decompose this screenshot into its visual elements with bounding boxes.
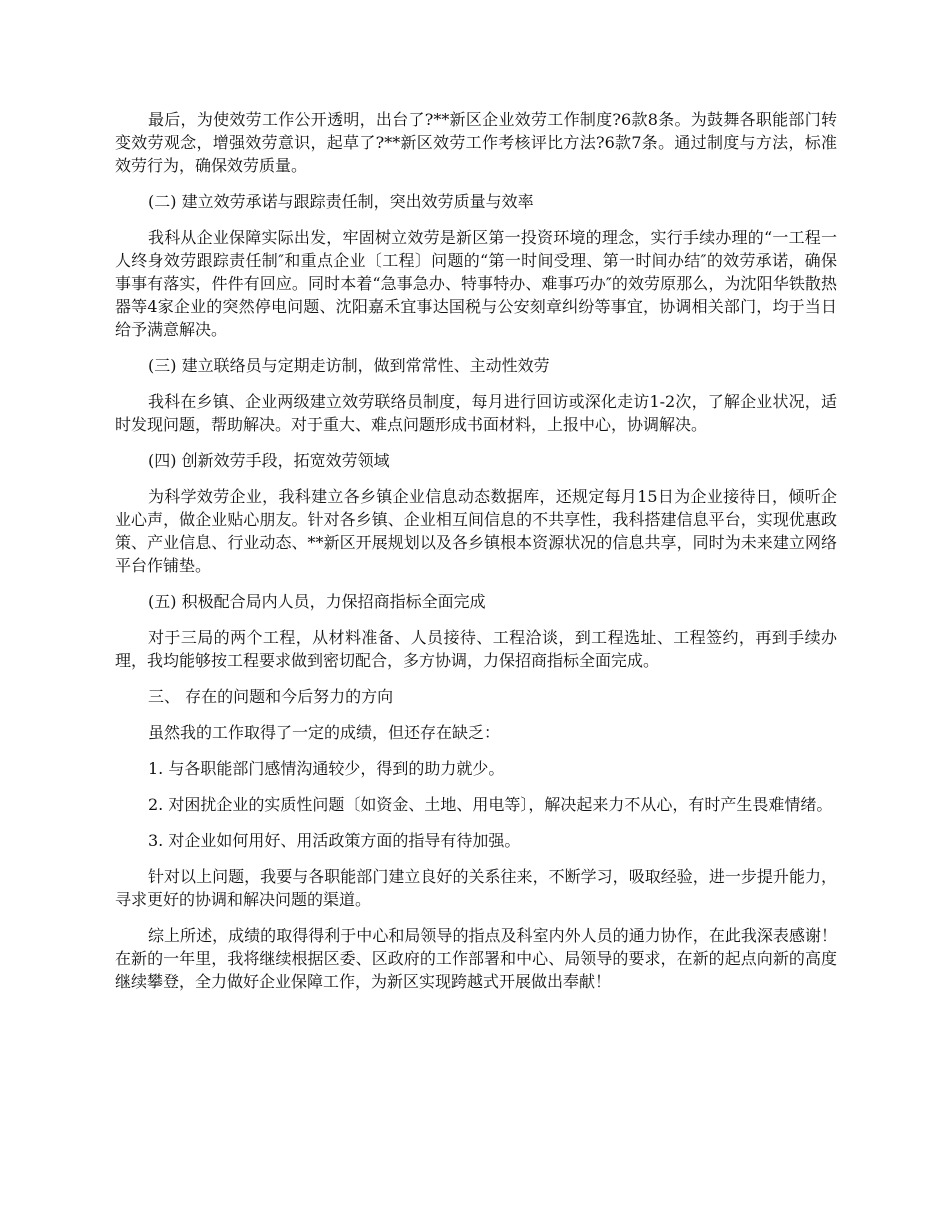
paragraph-2: 我科从企业保障实际出发，牢固树立效劳是新区第一投资环境的理念，实行手续办理的“一工程一人终身效劳跟踪责任制″和重点企业〔工程〕问题的“第一时间受理、第一时间办结″的效劳承诺，确保事事有落实，件件有回应。同时本着“急事急办、特事特办、难事巧办″的效劳原那么，为沈阳华铁散热器等4家企业的突然停电问题、沈阳嘉禾宜事达国税与公安刻章纠纷等事宜，协调相关部门，均于当日给予满意解决。 <box>115 228 837 339</box>
section-heading-problems: 三、 存在的问题和今后努力的方向 <box>148 687 394 706</box>
list-item-3: 3. 对企业如何用好、用活政策方面的指导有待加强。 <box>148 831 521 850</box>
paragraph-shortcomings-intro: 虽然我的工作取得了一定的成绩，但还存在缺乏： <box>148 723 501 742</box>
section-heading-2: (二) 建立效劳承诺与跟踪责任制，突出效劳质量与效率 <box>148 192 534 211</box>
paragraph-conclusion: 综上所述，成绩的取得得利于中心和局领导的指点及科室内外人员的通力协作，在此我深表感谢！在新的一年里，我将继续根据区委、区政府的工作部署和中心、局领导的要求，在新的起点向新的高度继续攀登，全力做好企业保障工作，为新区实现跨越式开展做出奉献！ <box>115 926 837 991</box>
paragraph-4: 为科学效劳企业，我科建立各乡镇企业信息动态数据库，还规定每月15日为企业接待日，倾听企业心声，做企业贴心朋友。针对各乡镇、企业相互间信息的不共享性，我科搭建信息平台，实现优惠政策、产业信息、行业动态、**新区开展规划以及各乡镇根本资源状况的信息共享，同时为未来建立网络平台作铺垫。 <box>115 487 837 575</box>
list-item-2: 2. 对困扰企业的实质性问题〔如资金、土地、用电等〕，解决起来力不从心，有时产生畏难情绪。 <box>148 795 833 814</box>
paragraph-1: 最后，为使效劳工作公开透明，出台了?**新区企业效劳工作制度?6款8条。为鼓舞各职能部门转变效劳观念，增强效劳意识，起草了?**新区效劳工作考核评比方法?6款7条。通过制度与方法，标准效劳行为，确保效劳质量。 <box>115 110 837 175</box>
paragraph-3: 我科在乡镇、企业两级建立效劳联络员制度，每月进行回访或深化走访1-2次，了解企业状况，适时发现问题，帮助解决。对于重大、难点问题形成书面材料，上报中心，协调解决。 <box>115 392 837 434</box>
section-heading-4: (四) 创新效劳手段，拓宽效劳领域 <box>148 451 390 470</box>
document-body <box>115 108 837 1006</box>
section-heading-3: (三) 建立联络员与定期走访制，做到常常性、主动性效劳 <box>148 356 550 375</box>
paragraph-5: 对于三局的两个工程，从材料准备、人员接待、工程洽谈，到工程选址、工程签约，再到手续办理，我均能够按工程要求做到密切配合，多方协调，力保招商指标全面完成。 <box>115 628 837 670</box>
section-heading-5: (五) 积极配合局内人员，力保招商指标全面完成 <box>148 592 486 611</box>
list-item-1: 1. 与各职能部门感情沟通较少，得到的助力就少。 <box>148 759 505 778</box>
paragraph-improvement: 针对以上问题，我要与各职能部门建立良好的关系往来，不断学习，吸取经验，进一步提升能力，寻求更好的协调和解决问题的渠道。 <box>115 867 837 909</box>
